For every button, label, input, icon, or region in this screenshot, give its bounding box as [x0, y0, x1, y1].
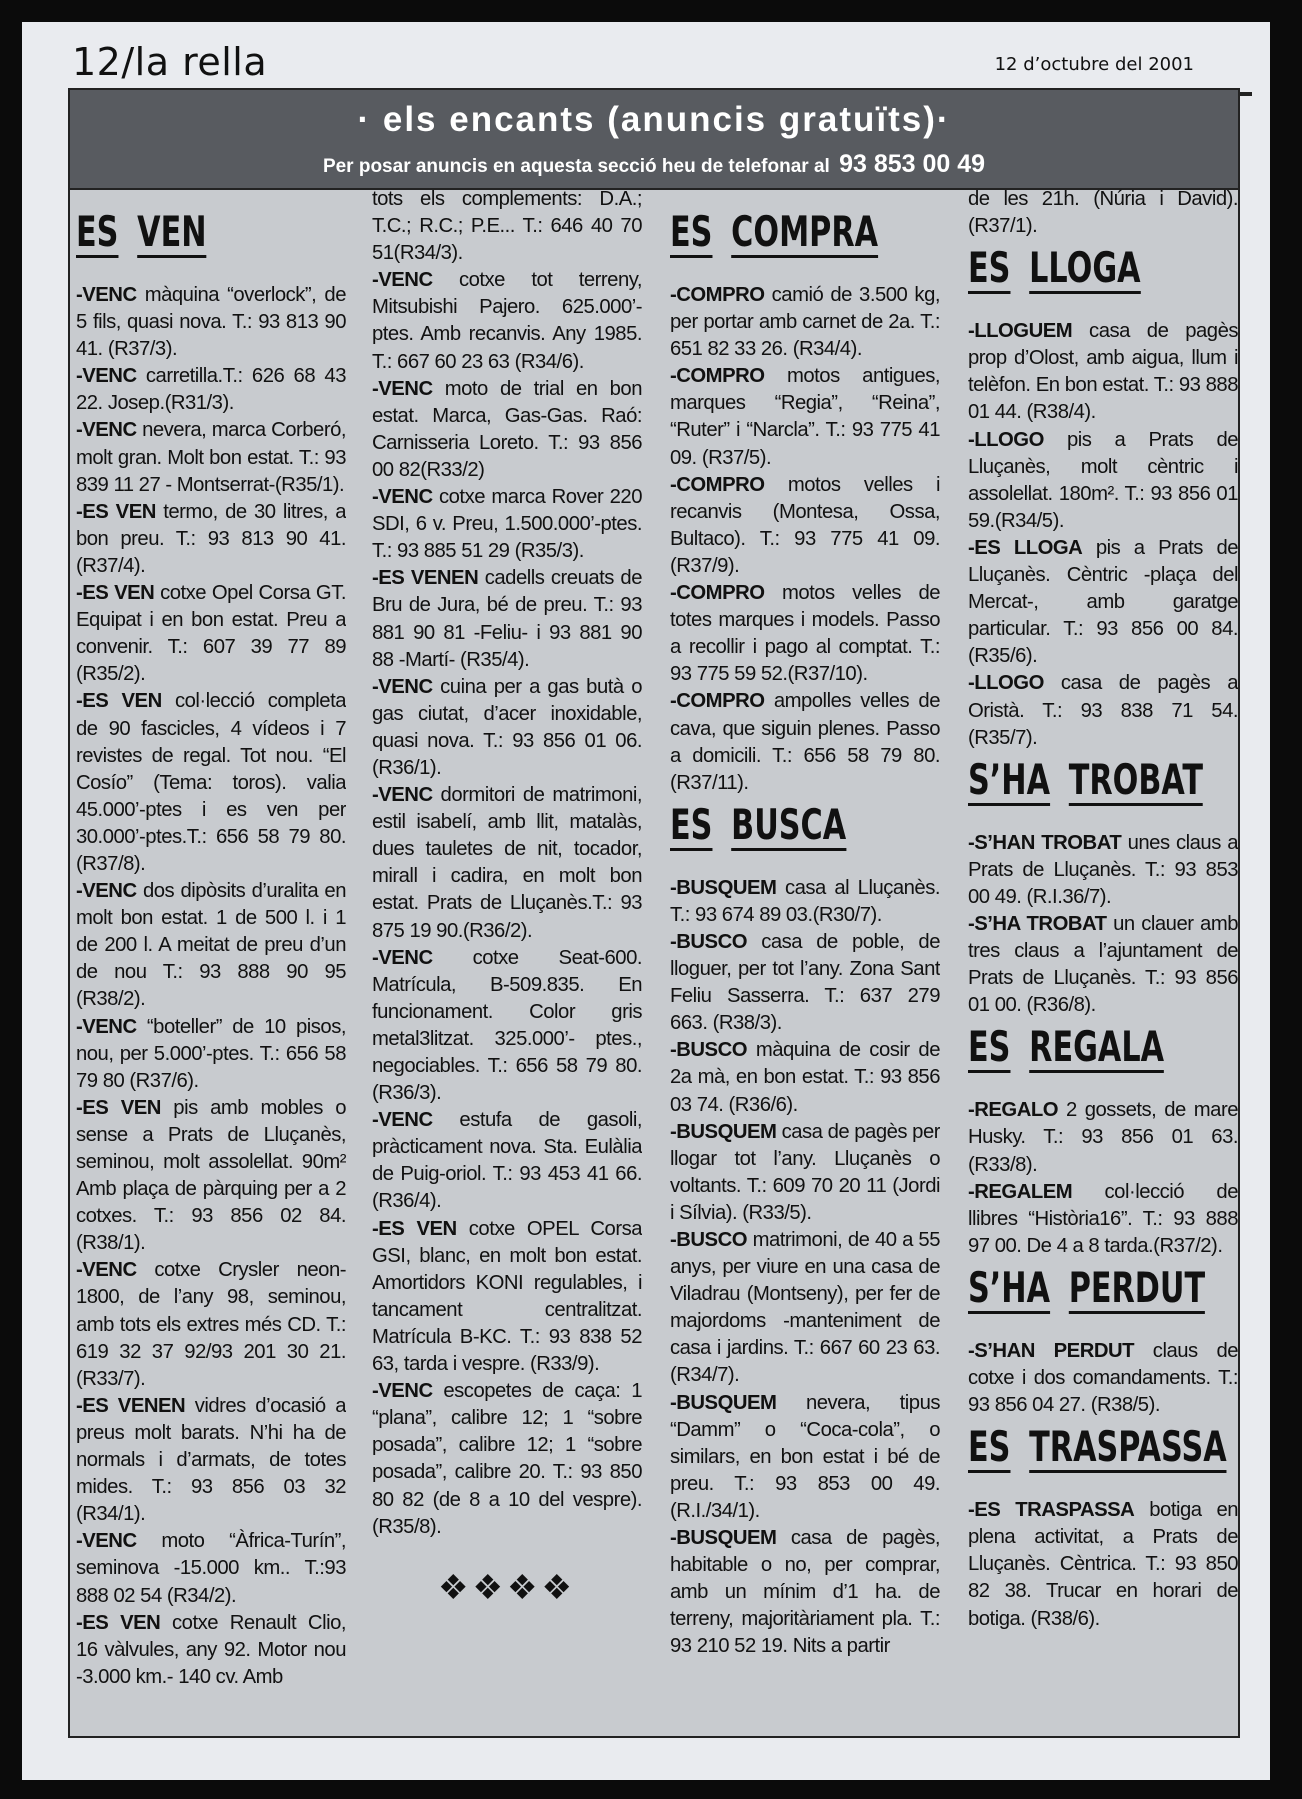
section-heading-word: ES — [968, 243, 1011, 293]
ad-text: cotxe Renault Clio, 16 vàlvules, any 92. Motor nou -3.000 km.- 140 cv. Amb — [76, 1611, 346, 1688]
ad-text: matrimoni, de 40 a 55 anys, per viure en una casa de Viladrau (Montseny), per fer de majordoms -manteniment de casa i jardins. T.: 667 60 23 63. (R34/7). — [670, 1229, 940, 1387]
ad-text: màquina de cosir de 2a mà, en bon estat. T.: 93 856 03 74. (R36/6). — [670, 1039, 940, 1116]
ad-lead: -BUSCO — [670, 1229, 747, 1251]
section-heading-word: ES — [670, 207, 713, 256]
ad-text: vidres d’ocasió a preus molt barats. N’hi ha de normals i d’armats, de totes mides. T.: 93 856 03 32 (R34/1). — [76, 1394, 346, 1526]
ad-text: “boteller” de 10 pisos, nou, per 5.000’-ptes. T.: 656 58 79 80 (R37/6). — [76, 1015, 346, 1092]
section-heading — [968, 1421, 1227, 1473]
ad-lead: -VENC — [76, 1259, 137, 1282]
classified-ad — [76, 417, 346, 498]
ad-text: botiga en plena activitat, a Prats de Lluçanès. Cèntrica. T.: 93 850 82 38. Trucar en horari de botiga. (R38/6). — [968, 1499, 1238, 1630]
classified-ad — [968, 670, 1238, 751]
classified-ad — [968, 830, 1238, 911]
ad-text: casa de poble, de lloguer, per tot l’any. Zona Sant Feliu Sasserra. T.: 637 279 663. (R38/3). — [670, 930, 940, 1035]
ad-lead: -LLOGO — [968, 672, 1044, 695]
ad-text: moto de trial en bon estat. Marca, Gas-Gas. Raó: Carnisseria Loreto. T.: 93 856 00 82(R33/2) — [372, 377, 642, 481]
section-heading — [968, 1021, 1165, 1073]
classified-ad — [670, 1390, 940, 1525]
classified-ad — [372, 1107, 642, 1215]
ad-text: tots els complements: D.A.; T.C.; R.C.; P.E... T.: 646 40 70 51(R34/3). — [372, 188, 642, 265]
classified-ad — [968, 1097, 1238, 1178]
ad-text: cadells creuats de Bru de Jura, bé de preu. T.: 93 881 90 81 -Feliu- i 93 881 90 88 -Martí- (R35/4). — [372, 567, 642, 671]
classified-ad — [670, 1119, 940, 1227]
ad-text: col·lecció de llibres “Història16”. T.: 93 888 97 00. De 4 a 8 tarda.(R37/2). — [968, 1180, 1238, 1257]
ad-text: camió de 3.500 kg, per portar amb carnet de 2a. T.: 651 82 33 26. (R34/4). — [670, 284, 940, 361]
ad-lead: -ES VEN — [76, 690, 162, 713]
ad-lead: -BUSCO — [670, 930, 747, 953]
banner-subtitle-text: Per posar anuncis en aquesta secció heu de telefonar al — [322, 156, 830, 177]
ad-lead: -VENC — [76, 284, 137, 306]
ad-lead: -ES VEN — [76, 1611, 161, 1634]
ad-text: moto “Àfrica-Turín”, seminova -15.000 km.. T.:93 888 02 54 (R34/2). — [76, 1530, 346, 1607]
ad-text: motos velles de totes marques i models. Passo a recollir i pago al comptat. T.: 93 775 59 52.(R37/10). — [670, 582, 940, 686]
ad-lead: -ES VEN — [372, 1217, 457, 1240]
ad-lead: -ES VEN — [76, 500, 156, 523]
classified-ad — [76, 363, 346, 417]
ad-text: de les 21h. (Núria i David). (R37/1). — [968, 188, 1238, 238]
section-heading-word: TROBAT — [1068, 754, 1204, 804]
ad-lead: -ES LLOGA — [968, 536, 1083, 559]
ad-lead: -ES VEN — [76, 582, 155, 605]
classified-ad — [76, 1014, 346, 1095]
classified-ad — [968, 427, 1238, 535]
classified-ad — [670, 688, 940, 796]
ad-text: 2 gossets, de mare Husky. T.: 93 856 01 63.(R33/8). — [968, 1099, 1238, 1176]
classified-ad — [76, 1610, 346, 1691]
ornament-diamonds: ❖❖❖❖ — [438, 1568, 576, 1607]
ad-lead: -COMPRO — [670, 365, 765, 388]
section-heading — [968, 1262, 1206, 1314]
classified-ad — [76, 1257, 346, 1392]
classified-ad — [76, 580, 346, 688]
ad-lead: -VENC — [372, 784, 433, 807]
ad-lead: -VENC — [372, 946, 433, 969]
classified-ad — [76, 1095, 346, 1258]
ad-lead: -VENC — [372, 486, 433, 509]
ad-lead: -VENC — [76, 1530, 137, 1553]
classifieds-area — [68, 188, 1240, 1738]
classified-ad — [670, 282, 940, 363]
ad-text: cotxe Crysler neon-1800, de l’any 98, seminou, amb tots els extres més CD. T.: 619 32 37 92/93 201 30 21. (R33/7). — [76, 1259, 346, 1390]
ad-text: col·lecció completa de 90 fascicles, 4 vídeos i 7 revistes de regal. Tot nou. “El Cosío” (Tema: toros). valia 45.000’-ptes i es ven per 30.000’-ptes.T.: 656 58 79 80. (R37/8). — [76, 690, 346, 875]
ad-text: estufa de gasoli, pràcticament nova. Sta. Eulàlia de Puig-oriol. T.: 93 453 41 66. (R36/4). — [372, 1109, 642, 1213]
classified-ad — [372, 376, 642, 484]
classified-ad — [670, 929, 940, 1037]
section-heading-word: VEN — [137, 207, 207, 256]
ad-lead: -S’HAN PERDUT — [968, 1339, 1135, 1362]
classified-ad — [372, 1216, 642, 1379]
ad-lead: -LLOGUEM — [968, 320, 1073, 343]
ad-lead: -COMPRO — [670, 690, 765, 713]
ad-lead: -VENC — [372, 377, 433, 400]
column-3 — [670, 204, 940, 1750]
ad-lead: -VENC — [76, 419, 137, 442]
classified-ad — [372, 186, 642, 267]
ad-text: nevera, tipus “Damm” o “Coca-cola”, o similars, en bon estat i bé de preu. T.: 93 853 00 49. (R.I./34/1). — [670, 1391, 940, 1522]
ad-lead: -COMPRO — [670, 582, 765, 605]
classified-ad — [670, 1525, 940, 1660]
section-heading-word: LLOGA — [1029, 243, 1141, 293]
classified-ad — [670, 875, 940, 929]
classified-ad — [372, 484, 642, 565]
classified-ad — [968, 911, 1238, 1019]
ad-lead: -ES VEN — [76, 1096, 161, 1119]
column-2 — [372, 186, 642, 1732]
ad-lead: -ES VENEN — [76, 1394, 186, 1417]
ad-lead: -BUSQUEM — [670, 1120, 777, 1143]
ad-text: pis a Prats de Lluçanès, molt cèntric i assolellat. 180m². T.: 93 856 01 59.(R34/5). — [968, 428, 1238, 532]
classified-ad — [968, 318, 1238, 426]
ad-lead: -BUSQUEM — [670, 1527, 777, 1550]
classified-ad — [76, 1528, 346, 1609]
ad-text: cotxe Seat-600. Matrícula, B-509.835. En funcionament. Color gris metal3litzat. 325.000’- ptes., negociables. T.: 656 58 79 80.(R36/3). — [372, 946, 642, 1105]
ad-lead: -VENC — [372, 675, 433, 698]
classified-ad — [968, 1179, 1238, 1260]
ad-text: màquina “overlock”, de 5 fils, quasi nova. T.: 93 813 90 41. (R37/3). — [76, 284, 346, 361]
ad-text: cotxe marca Rover 220 SDI, 6 v. Preu, 1.500.000’-ptes. T.: 93 885 51 29 (R35/3). — [372, 486, 642, 563]
ad-lead: -BUSQUEM — [670, 876, 777, 899]
section-heading — [968, 754, 1204, 806]
column-4 — [968, 186, 1238, 1732]
banner-title: · els encants (anuncis gratuïts)· — [357, 100, 951, 139]
classified-ad — [372, 674, 642, 782]
classified-ad — [76, 282, 346, 363]
ad-lead: -VENC — [76, 880, 137, 903]
section-heading-word: ES — [670, 799, 713, 849]
column-1 — [76, 204, 346, 1750]
ad-text: casa de pagès, habitable o no, per comprar, amb un mínim d’1 ha. de terreny, majoritàriament pla. T.: 93 210 52 19. Nits a partir — [670, 1527, 940, 1658]
section-heading-word: ES — [968, 1022, 1011, 1072]
ad-text: casa de pagès prop d’Olost, amb aigua, llum i telèfon. En bon estat. T.: 93 888 01 44. (R38/4). — [968, 320, 1238, 424]
ad-text: casa al Lluçanès. T.: 93 674 89 03.(R30/7). — [670, 876, 940, 926]
section-heading-word: S’HA — [968, 754, 1050, 804]
classified-ad — [968, 535, 1238, 670]
ad-lead: -VENC — [372, 269, 433, 292]
ad-lead: -S’HA TROBAT — [968, 912, 1107, 935]
ad-text: unes claus a Prats de Lluçanès. T.: 93 853 00 49. (R.I.36/7). — [968, 831, 1238, 908]
classified-ad — [968, 1497, 1238, 1632]
banner-subtitle — [70, 150, 1238, 179]
ad-lead: -COMPRO — [670, 473, 765, 496]
classified-ad — [76, 878, 346, 1013]
issue-date: 12 d’octubre del 2001 — [994, 54, 1194, 75]
section-heading-word: BUSCA — [731, 799, 847, 849]
classified-ad — [76, 1393, 346, 1528]
ad-text: pis a Prats de Lluçanès. Cèntric -plaça del Mercat-, amb garatge particular. T.: 93 856 00 84. (R35/6). — [968, 536, 1238, 668]
ad-text: cotxe OPEL Corsa GSI, blanc, en molt bon estat. Amortidors KONI regulables, i tancament centralitzat. Matrícula B-KC. T.: 93 838 52 63, tarda i vespre. (R33/9). — [372, 1217, 642, 1376]
section-heading-word: REGALA — [1029, 1022, 1165, 1072]
ad-lead: -S’HAN TROBAT — [968, 831, 1122, 854]
classified-ad — [670, 1227, 940, 1390]
ad-lead: -VENC — [372, 1380, 433, 1403]
section-heading-word: COMPRA — [731, 207, 879, 256]
classified-ad — [968, 186, 1238, 240]
ad-text: cuina per a gas butà o gas ciutat, d’acer inoxidable, quasi nova. T.: 93 856 01 06. (R36/1). — [372, 675, 642, 779]
section-heading — [76, 206, 270, 258]
ad-text: claus de cotxe i dos comandaments. T.: 93 856 04 27. (R38/5). — [968, 1339, 1238, 1417]
ad-lead: -LLOGO — [968, 428, 1044, 451]
ad-lead: -COMPRO — [670, 284, 765, 306]
newspaper-page — [22, 22, 1270, 1780]
ad-text: un clauer amb tres claus a l’ajuntament de Prats de Lluçanès. T.: 93 856 01 00. (R36/8). — [968, 912, 1238, 1017]
section-heading-word: TRASPASSA — [1029, 1422, 1227, 1472]
ad-text: dos dipòsits d’uralita en molt bon estat. 1 de 500 l. i 1 de 200 l. A meitat de preu d’un de nou T.: 93 888 90 95 (R38/2). — [76, 880, 346, 1011]
page-header — [68, 32, 1252, 96]
ad-text: casa de pagès a Oristà. T.: 93 838 71 54. (R35/7). — [968, 672, 1238, 749]
section-heading-word: PERDUT — [1068, 1262, 1206, 1312]
ad-text: termo, de 30 litres, a bon preu. T.: 93 813 90 41. (R37/4). — [76, 500, 346, 577]
classified-ad — [968, 1338, 1238, 1419]
ad-text: motos antigues, marques “Regia”, “Reina”, “Ruter” i “Narcla”. T.: 93 775 41 09. (R37/5). — [670, 365, 940, 469]
section-heading-word: ES — [76, 207, 119, 256]
classified-ad — [372, 945, 642, 1108]
page-label: 12/la rella — [72, 40, 268, 84]
ad-lead: -BUSQUEM — [670, 1391, 777, 1414]
classified-ad — [372, 267, 642, 375]
section-banner — [68, 88, 1240, 190]
ad-lead: -REGALO — [968, 1099, 1059, 1122]
section-heading-word: ES — [968, 1422, 1011, 1472]
ad-text: dormitori de matrimoni, estil isabelí, amb llit, matalàs, dues tauletes de nit, tocador, mirall i cadira, en molt bon estat. Prats de Lluçanès.T.: 93 875 19 90.(R36/2). — [372, 784, 642, 942]
ad-lead: -ES TRASPASSA — [968, 1499, 1135, 1522]
ad-text: casa de pagès per llogar tot l’any. Lluçanès o voltants. T.: 609 70 20 11 (Jordi i Sílvia). (R33/5). — [670, 1120, 940, 1224]
ad-text: carretilla.T.: 626 68 43 22. Josep.(R31/3). — [76, 365, 346, 415]
classified-ad — [372, 1378, 642, 1541]
ad-lead: -REGALEM — [968, 1180, 1073, 1203]
ad-lead: -VENC — [76, 1015, 137, 1038]
classified-ad — [372, 565, 642, 673]
ad-text: nevera, marca Corberó, molt gran. Molt bon estat. T.: 93 839 11 27 - Montserrat-(R35/1). — [76, 419, 346, 496]
ad-lead: -BUSCO — [670, 1039, 747, 1062]
section-heading-word: S’HA — [968, 1262, 1050, 1312]
ad-lead: -VENC — [76, 365, 137, 388]
ad-text: cotxe tot terreny, Mitsubishi Pajero. 625.000’-ptes. Amb recanvis. Any 1985. T.: 667 60 23 63 (R34/6). — [372, 269, 642, 373]
classified-ad — [76, 499, 346, 580]
ad-text: escopetes de caça: 1 “plana”, calibre 12; 1 “sobre posada”, calibre 12; 1 “sobre posada”, calibre 20. T.: 93 850 80 82 (de 8 a 10 del vespre). (R35/8). — [372, 1380, 642, 1538]
classified-ad — [670, 1037, 940, 1118]
ad-lead: -VENC — [372, 1109, 433, 1132]
banner-phone: 93 853 00 49 — [839, 150, 986, 178]
classified-ad — [670, 580, 940, 688]
section-heading — [968, 242, 1162, 294]
classified-ad — [670, 363, 940, 471]
ad-text: cotxe Opel Corsa GT. Equipat i en bon estat. Preu a convenir. T.: 607 39 77 89 (R35/2). — [76, 582, 346, 686]
classified-ad — [670, 472, 940, 580]
ad-lead: -ES VENEN — [372, 567, 479, 590]
classified-ad — [372, 782, 642, 945]
section-heading — [670, 799, 864, 851]
classified-ad — [76, 688, 346, 878]
section-heading — [670, 206, 879, 258]
ad-text: ampolles velles de cava, que siguin plenes. Passo a domicili. T.: 656 58 79 80. (R37/11). — [670, 690, 940, 794]
ad-text: motos velles i recanvis (Montesa, Ossa, Bultaco). T.: 93 775 41 09.(R37/9). — [670, 473, 940, 577]
ad-text: pis amb mobles o sense a Prats de Lluçanès, seminou, molt assolellat. 90m² Amb plaça de pàrquing per a 2 cotxes. T.: 93 856 02 84.(R38/1). — [76, 1096, 346, 1255]
